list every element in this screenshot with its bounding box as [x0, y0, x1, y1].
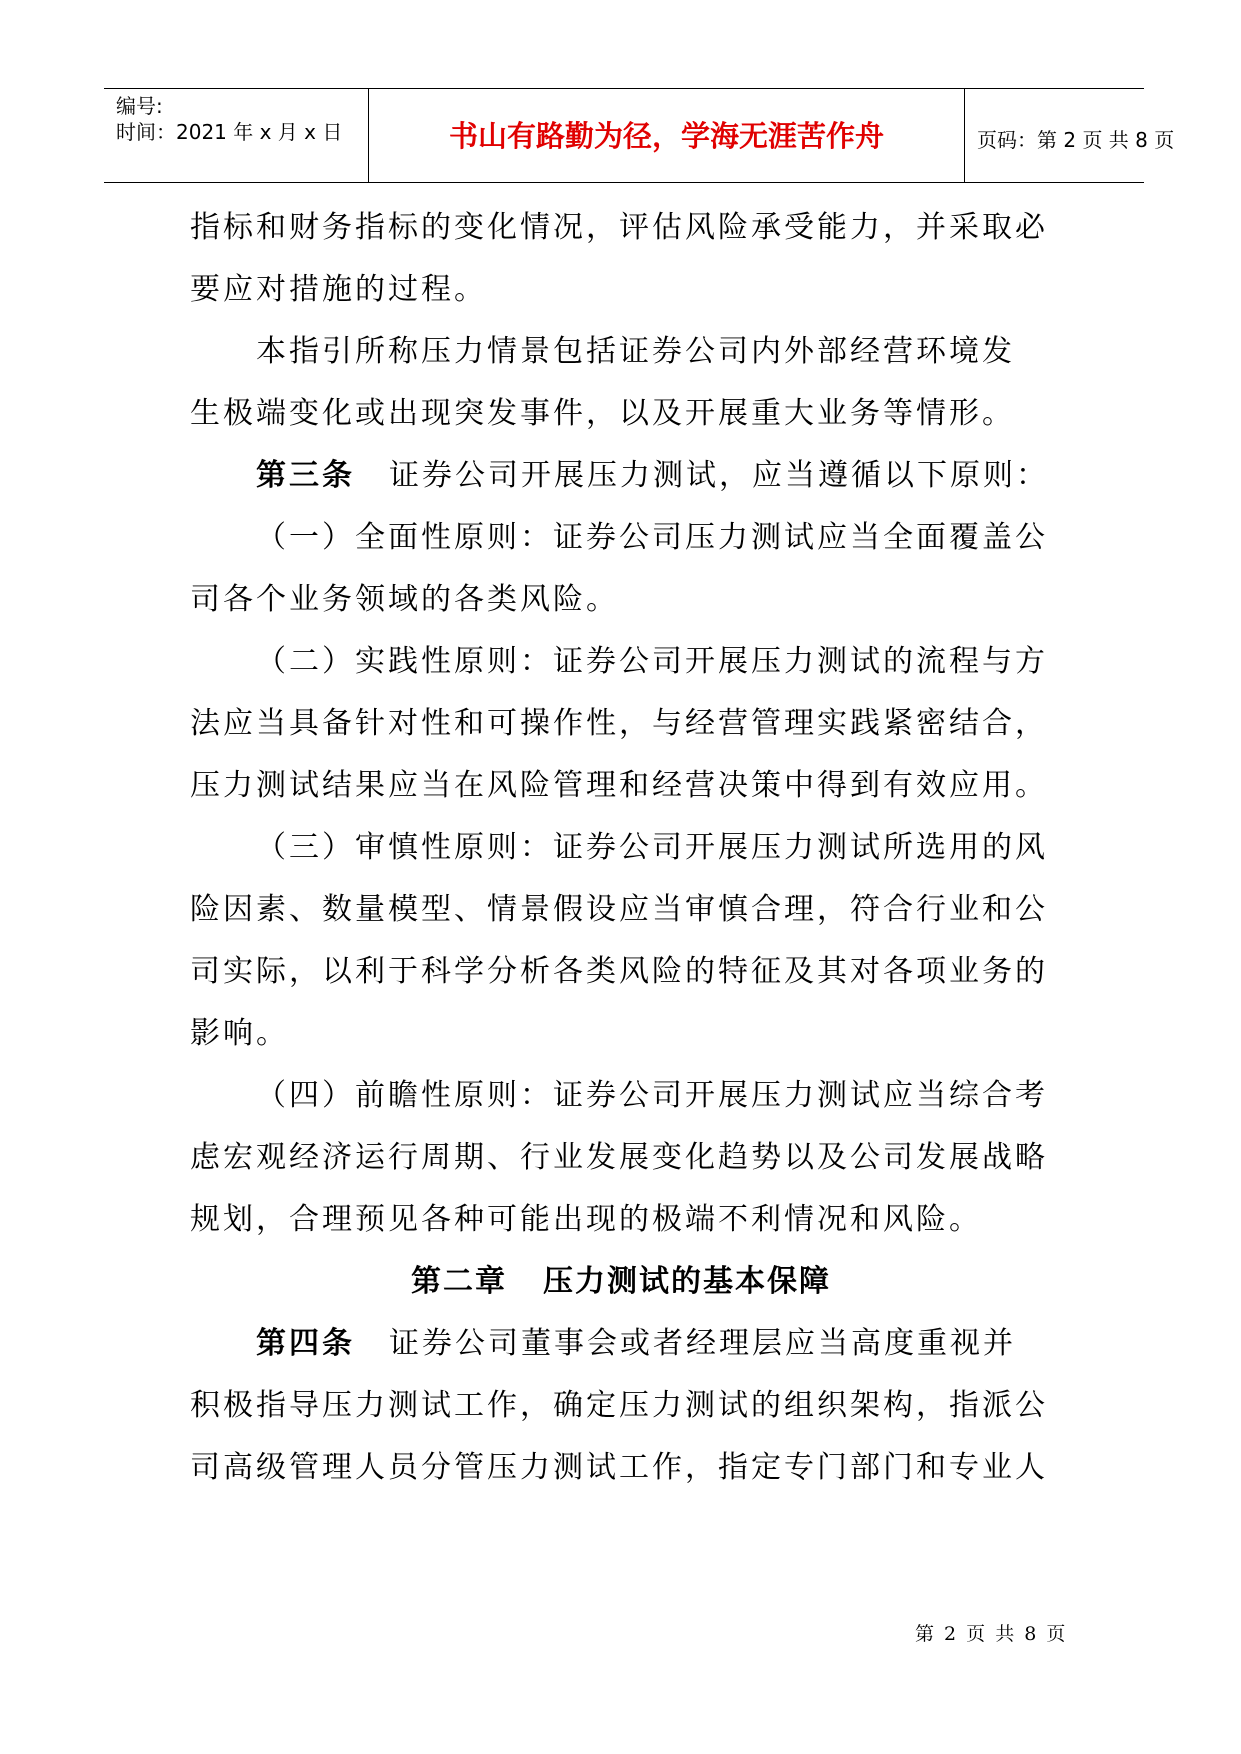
article-4-text: 证券公司董事会或者经理层应当高度重视并: [389, 1326, 1016, 1361]
header-page-cell: [965, 89, 1175, 182]
principle-3-line: 司实际，以利于科学分析各类风险的特征及其对各项业务的: [190, 954, 1048, 989]
principle-1-line: （一）全面性原则：证券公司压力测试应当全面覆盖公: [256, 520, 1048, 555]
principle-4-line: 规划，合理预见各种可能出现的极端不利情况和风险。: [190, 1202, 982, 1237]
chapter-heading: [190, 1251, 1052, 1313]
principle-3-line: （三）审慎性原则：证券公司开展压力测试所选用的风: [256, 830, 1048, 865]
header-motto-cell: [369, 89, 965, 182]
article-3: [190, 445, 1052, 507]
principle-4-line: 虑宏观经济运行周期、行业发展变化趋势以及公司发展战略: [190, 1140, 1048, 1175]
header-page-number: 页码：第 2 页 共 8 页: [977, 128, 1175, 152]
body-line: 本指引所称压力情景包括证券公司内外部经营环境发: [256, 334, 1015, 369]
body-line: 生极端变化或出现突发事件，以及开展重大业务等情形。: [190, 396, 1015, 431]
page-header: [104, 88, 1175, 183]
document-date: 时间：2021 年 x 月 x 日: [116, 120, 343, 144]
principle-2-line: 法应当具备针对性和可操作性，与经营管理实践紧密结合，: [190, 706, 1048, 741]
article-4: [190, 1313, 1052, 1375]
article-4-label: 第四条: [256, 1326, 355, 1361]
chapter-title: 压力测试的基本保障: [543, 1264, 831, 1299]
document-body: [190, 197, 1052, 1499]
page-footer: 第 2 页 共 8 页: [915, 1623, 1068, 1645]
principle-3-line: 影响。: [190, 1016, 289, 1051]
article-4-line: 司高级管理人员分管压力测试工作，指定专门部门和专业人: [190, 1450, 1048, 1485]
article-4-line: 积极指导压力测试工作，确定压力测试的组织架构，指派公: [190, 1388, 1048, 1423]
principle-3-line: 险因素、数量模型、情景假设应当审慎合理，符合行业和公: [190, 892, 1048, 927]
article-3-label: 第三条: [256, 458, 355, 493]
principle-2-line: （二）实践性原则：证券公司开展压力测试的流程与方: [256, 644, 1048, 679]
chapter-number: 第二章: [411, 1264, 507, 1299]
body-line: 指标和财务指标的变化情况，评估风险承受能力，并采取必: [190, 210, 1048, 245]
header-meta: [104, 89, 369, 182]
body-line: 要应对措施的过程。: [190, 272, 487, 307]
principle-4-line: （四）前瞻性原则：证券公司开展压力测试应当综合考: [256, 1078, 1048, 1113]
principle-1-line: 司各个业务领域的各类风险。: [190, 582, 619, 617]
article-3-text: 证券公司开展压力测试，应当遵循以下原则：: [389, 458, 1049, 493]
header-motto: 书山有路勤为径，学海无涯苦作舟: [448, 119, 884, 153]
document-number-label: 编号:: [116, 94, 163, 118]
principle-2-line: 压力测试结果应当在风险管理和经营决策中得到有效应用。: [190, 768, 1048, 803]
